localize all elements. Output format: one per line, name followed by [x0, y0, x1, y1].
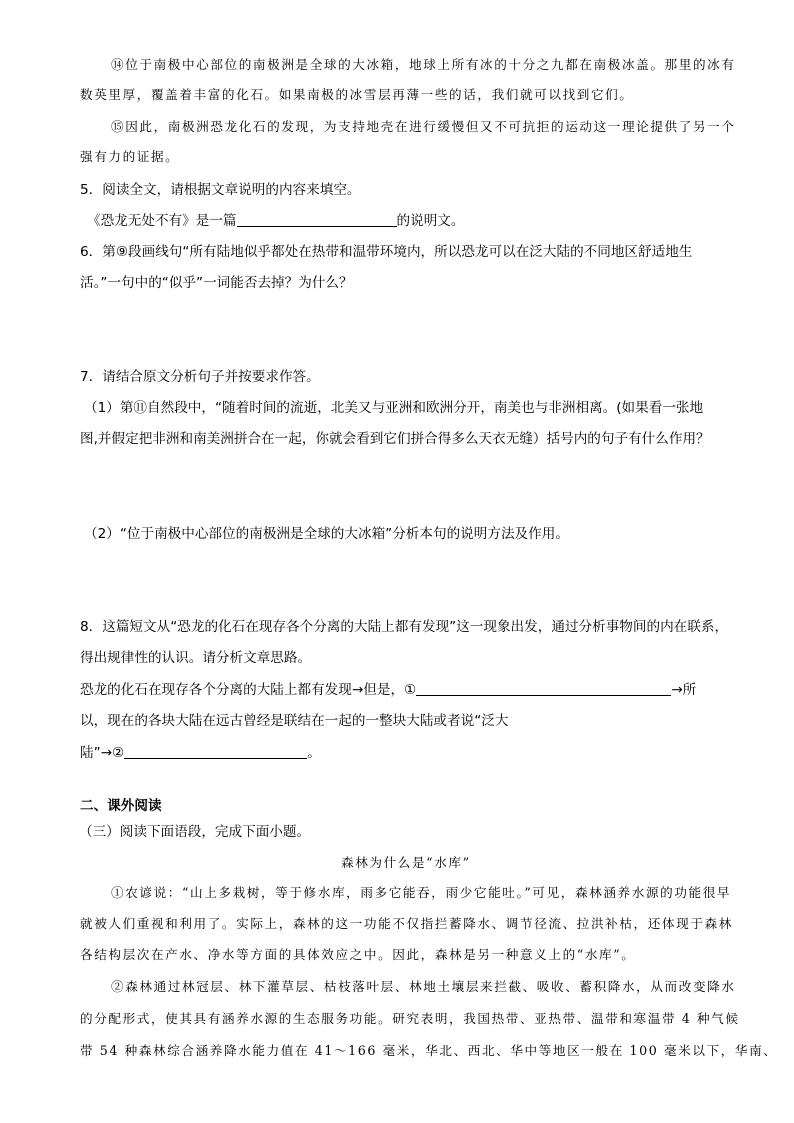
question-7-1-line-2: 图,并假定把非洲和南美洲拼合在一起，你就会看到它们拼合得多么天衣无缝）括号内的句子有什么作用？: [80, 431, 710, 447]
article-p1-line-1: ①农谚说：“山上多栽树，等于修水库，雨多它能吞，雨少它能吐。”可见，森林涵养水源的功能很早: [111, 885, 732, 900]
answer-blank-q8-2[interactable]: [124, 744, 307, 759]
article-p2-line-2: 的分配形式，使其具有涵养水源的生态服务功能。研究表明，我国热带、亚热带、温带和寒温带 4 种气候: [80, 1011, 740, 1026]
answer-blank-q8-1[interactable]: [416, 681, 671, 696]
paragraph-14-line-1: ⑭位于南极中心部位的南极洲是全球的大冰箱，地球上所有冰的十分之九都在南极冰盖。那里的冰有: [111, 57, 736, 72]
question-8-chain-line-1: [80, 680, 696, 700]
section-intro: （三）阅读下面语段，完成下面小题。: [79, 824, 311, 840]
question-8-chain-line-2: 以，现在的各块大陆在远古曾经是联结在一起的一整块大陆或者说“泛大: [80, 713, 509, 729]
question-6-line-2: 活。”一句中的“似乎”一词能否去掉？为什么？: [80, 275, 353, 291]
article-p2-line-3: 带 54 种森林综合涵养降水能力值在 41～166 毫米，华北、西北、华中等地区一般在 100 毫米以下，华南、: [80, 1043, 778, 1058]
question-5-fill: [87, 211, 465, 231]
question-8-chain-a: 恐龙的化石在现存各个分离的大陆上都有发现→但是，①: [80, 682, 417, 698]
question-5-stem: 5．阅读全文，请根据文章说明的内容来填空。: [80, 182, 361, 198]
question-8-line-1: 8．这篇短文从“恐龙的化石在现存各个分离的大陆上都有发现”这一现象出发，通过分析事物间的内在联系，: [80, 619, 729, 635]
question-7-stem: 7．请结合原文分析句子并按要求作答。: [80, 369, 320, 385]
article-p2-line-1: ②森林通过林冠层、林下灌草层、枯枝落叶层、林地土壤层来拦截、吸收、蓄积降水，从而改变降水: [111, 979, 736, 994]
article-title: 森林为什么是“水库”: [341, 855, 471, 870]
question-8-chain-d: 陆”→②: [80, 745, 125, 761]
question-5-fill-prefix: 《恐龙无处不有》是一篇: [87, 213, 237, 229]
question-8-line-2: 得出规律性的认识。请分析文章思路。: [80, 650, 312, 666]
question-7-2: （2）“位于南极中心部位的南极洲是全球的大冰箱”分析本句的说明方法及作用。: [84, 526, 569, 542]
question-8-chain-b: →所: [671, 682, 697, 698]
question-8-chain-e: 。: [307, 745, 321, 761]
question-8-chain-line-3: [80, 743, 321, 763]
question-6-line-1: 6．第⑨段画线句“所有陆地似乎都处在热带和温带环境内，所以恐龙可以在泛大陆的不同地区舒适地生: [80, 244, 693, 260]
paragraph-14-line-2: 数英里厚，覆盖着丰富的化石。如果南极的冰雪层再薄一些的话，我们就可以找到它们。: [80, 87, 634, 102]
article-p1-line-2: 就被人们重视和利用了。实际上，森林的这一功能不仅指拦蓄降水、调节径流、拉洪补枯，还体现于森林: [80, 916, 733, 931]
section-heading: 二、课外阅读: [80, 798, 162, 814]
paragraph-15-line-1: ⑮因此，南极洲恐龙化石的发现，为支持地壳在进行缓慢但又不可抗拒的运动这一理论提供了另一个: [111, 119, 736, 134]
question-7-1-line-1: （1）第⑪自然段中，“随着时间的流逝，北美又与亚洲和欧洲分开，南美也与非洲相离。(如果看一张地: [84, 400, 704, 416]
article-p1-line-3: 各结构层次在产水、净水等方面的具体效应之中。因此，森林是另一种意义上的“水库”。: [80, 947, 636, 962]
paragraph-15-line-2: 强有力的证据。: [80, 149, 180, 164]
answer-blank-q5[interactable]: [237, 212, 397, 227]
question-5-fill-suffix: 的说明文。: [396, 213, 465, 229]
